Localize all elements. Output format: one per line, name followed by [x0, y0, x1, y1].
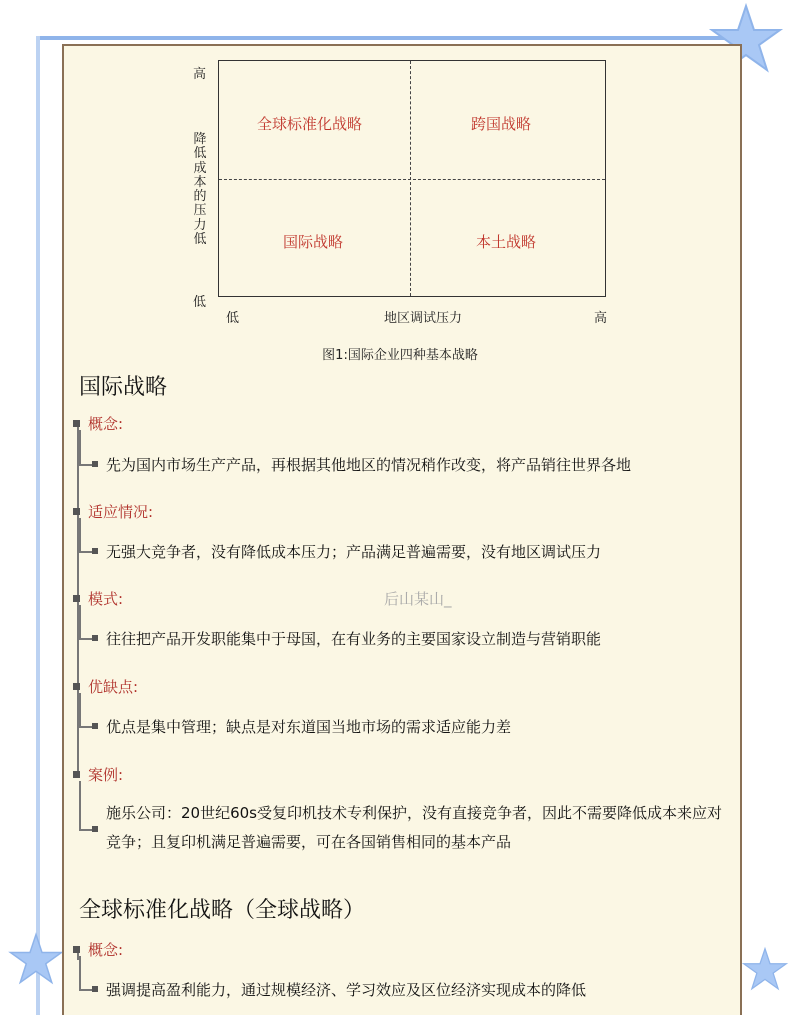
leaf-text-concept-2: 强调提高盈利能力，通过规模经济、学习效应及区位经济实现成本的降低: [106, 981, 587, 999]
tree-branch: [79, 989, 93, 991]
tree-branch: [79, 638, 93, 640]
tree-leaf-icon: [92, 986, 98, 992]
section-title-global-standardization: 全球标准化战略（全球战略）: [79, 898, 366, 923]
node-label-applicability: 适应情况:: [88, 503, 154, 521]
section-title-international: 国际战略: [79, 375, 168, 400]
tree-branch: [79, 551, 93, 553]
x-axis-low-label: 低: [226, 311, 240, 326]
x-axis-label: 地区调试压力: [384, 311, 463, 326]
matrix-grid: [218, 60, 606, 297]
quadrant-top-right: 跨国战略: [471, 115, 532, 133]
tree-node-icon: [73, 771, 80, 778]
x-axis-high-label: 高: [594, 311, 608, 326]
figure-caption: 图1:国际企业四种基本战略: [322, 348, 478, 363]
node-label-case: 案例:: [88, 766, 124, 784]
tree-branch: [79, 726, 93, 728]
node-label-mode: 模式:: [88, 590, 124, 608]
tree-branch: [79, 829, 93, 831]
tree-node-icon: [73, 595, 80, 602]
tree-branch: [79, 781, 81, 829]
y-axis-high-label: 高: [193, 67, 207, 82]
frame-border-top: [36, 36, 756, 40]
tree-leaf-icon: [92, 826, 98, 832]
tree-branch: [79, 430, 81, 464]
leaf-text-pros-cons: 优点是集中管理；缺点是对东道国当地市场的需求适应能力差: [106, 718, 512, 736]
tree-node-icon: [73, 683, 80, 690]
y-axis-label: 降低成本的压力低: [193, 132, 207, 248]
leaf-text-mode: 往往把产品开发职能集中于母国，在有业务的主要国家设立制造与营销职能: [106, 630, 602, 648]
star-decoration-icon: [6, 930, 66, 990]
tree-leaf-icon: [92, 461, 98, 467]
leaf-text-applicability: 无强大竞争者，没有降低成本压力；产品满足普遍需要，没有地区调试压力: [106, 543, 602, 561]
node-label-concept: 概念:: [88, 415, 124, 433]
tree-leaf-icon: [92, 723, 98, 729]
tree-leaf-icon: [92, 635, 98, 641]
node-label-pros-cons: 优缺点:: [88, 678, 139, 696]
tree-node-icon: [73, 946, 80, 953]
tree-branch: [79, 956, 81, 989]
star-decoration-icon: [740, 940, 790, 1000]
frame-border-left: [36, 36, 40, 1015]
quadrant-top-left: 全球标准化战略: [257, 115, 363, 133]
node-label-concept-2: 概念:: [88, 941, 124, 959]
leaf-text-concept: 先为国内市场生产产品，再根据其他地区的情况稍作改变，将产品销往世界各地: [106, 456, 632, 474]
horizontal-divider: [219, 179, 605, 180]
tree-branch: [79, 693, 81, 726]
tree-branch: [79, 464, 93, 466]
y-axis-low-label: 低: [193, 295, 207, 310]
tree-branch: [79, 518, 81, 551]
quadrant-bottom-left: 国际战略: [283, 233, 344, 251]
tree-leaf-icon: [92, 548, 98, 554]
tree-branch: [79, 605, 81, 638]
leaf-text-case: 施乐公司：20世纪60s受复印机技术专利保护，没有直接竞争者，因此不需要降低成本来应对竞争；且复印机满足普遍需要，可在各国销售相同的基本产品: [106, 804, 722, 851]
tree-node-icon: [73, 508, 80, 515]
watermark: 后山某山_: [384, 590, 452, 608]
quadrant-bottom-right: 本土战略: [476, 233, 537, 251]
tree-node-icon: [73, 420, 80, 427]
